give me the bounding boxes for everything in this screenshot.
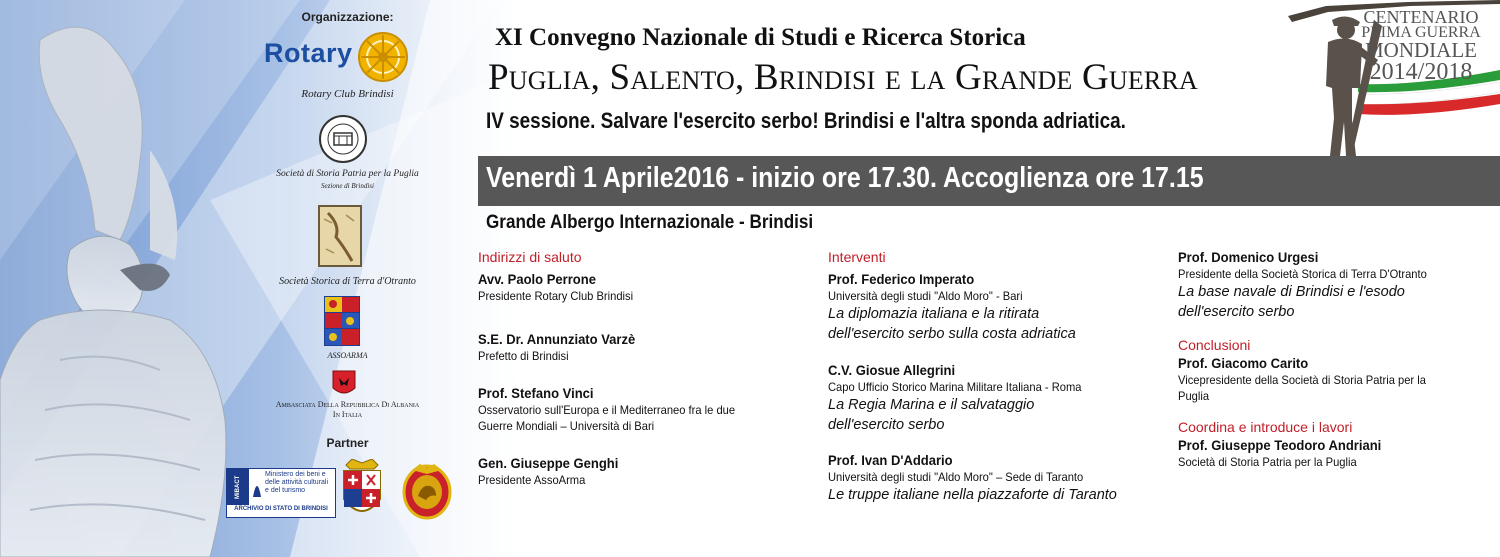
- conclusioni-heading: Conclusioni: [1178, 337, 1251, 353]
- albania-caption-line1: Ambasciata Della Repubblica Di Albania: [275, 400, 420, 409]
- talk-title-cont: dell'esercito serbo: [1178, 304, 1295, 320]
- speaker-name: Prof. Giacomo Carito: [1178, 355, 1309, 371]
- partner-label: Partner: [326, 436, 369, 450]
- centenario-line3: MONDIALE: [1365, 38, 1477, 62]
- speaker-role: Presidente della Società Storica di Terra D'Otranto: [1178, 267, 1427, 281]
- talk-title: La Regia Marina e il salvataggio: [828, 397, 1035, 413]
- speaker-name: Avv. Paolo Perrone: [478, 271, 596, 287]
- speaker-role: Università degli studi "Aldo Moro" - Bari: [828, 289, 1023, 303]
- speaker-role: Società di Storia Patria per la Puglia: [1178, 455, 1357, 469]
- speaker-name: S.E. Dr. Annunziato Varzè: [478, 331, 636, 347]
- albania-caption-line2: In Italia: [332, 410, 363, 419]
- storia-patria-caption: Società di Storia Patria per la Puglia: [276, 169, 419, 179]
- speaker-name: Prof. Ivan D'Addario: [828, 452, 953, 468]
- speaker-role: Presidente AssoArma: [478, 473, 586, 487]
- centenario-line4: 2014/2018: [1369, 59, 1473, 85]
- talk-title: Le truppe italiane nella piazzaforte di Taranto: [828, 487, 1117, 503]
- speaker-name: Prof. Domenico Urgesi: [1178, 249, 1319, 265]
- mibact-badge: MiBACT: [227, 469, 249, 505]
- mibact-text: Ministero dei beni e delle attività culturali e del turismo: [265, 471, 329, 494]
- speaker-role: Università degli studi "Aldo Moro" – Sede di Taranto: [828, 470, 1084, 484]
- talk-title-cont: dell'esercito serbo: [828, 417, 945, 433]
- venice-lion-crest-icon: [402, 460, 452, 520]
- speaker-name: Prof. Stefano Vinci: [478, 385, 594, 401]
- marina-militare-crest-icon: [340, 459, 384, 523]
- conference-title: Puglia, Salento, Brindisi e la Grande Guerra: [488, 57, 1198, 98]
- speaker-role: Osservatorio sull'Europa e il Mediterraneo fra le due: [478, 403, 736, 417]
- speaker-role-cont: Puglia: [1178, 389, 1210, 403]
- mibact-footer: ARCHIVIO DI STATO DI BRINDISI: [234, 506, 328, 512]
- rotary-wordmark: Rotary: [264, 38, 353, 68]
- speaker-name: Prof. Giuseppe Teodoro Andriani: [1178, 437, 1382, 453]
- talk-title: La diplomazia italiana e la ritirata: [828, 306, 1040, 322]
- speaker-name: Prof. Federico Imperato: [828, 271, 975, 287]
- centenario-line2: PRIMA GUERRA: [1361, 24, 1481, 41]
- rotary-club-caption: Rotary Club Brindisi: [301, 88, 394, 100]
- mibact-archivio-logo: [226, 468, 336, 518]
- assoarma-caption: ASSOARMA: [327, 351, 368, 360]
- conference-subtitle: XI Convegno Nazionale di Studi e Ricerca Storica: [495, 24, 1026, 51]
- speaker-role: Capo Ufficio Storico Marina Militare Italiana - Roma: [828, 380, 1082, 394]
- mibact-emblem-icon: [251, 473, 263, 499]
- talk-title: La base navale di Brindisi e l'esodo: [1178, 284, 1405, 300]
- interventi-heading: Interventi: [828, 249, 886, 265]
- centenario-line1: CENTENARIO: [1363, 7, 1479, 27]
- speaker-name: C.V. Giosue Allegrini: [828, 362, 956, 378]
- terra-otranto-caption: Società Storica di Terra d'Otranto: [279, 276, 416, 287]
- albania-flag-icon: [332, 370, 356, 398]
- storia-patria-seal-icon: [318, 114, 368, 164]
- event-date-time: Venerdì 1 Aprile2016 - inizio ore 17.30. Accoglienza ore 17.15: [486, 162, 1204, 194]
- terra-otranto-map-icon: [318, 205, 362, 267]
- storia-patria-section: Sezione di Brindisi: [321, 182, 374, 190]
- assoarma-crest-icon: [324, 296, 360, 346]
- saluto-heading: Indirizzi di saluto: [478, 249, 582, 265]
- rotary-wheel-icon: [356, 30, 410, 84]
- speaker-role: Presidente Rotary Club Brindisi: [478, 289, 634, 303]
- saluti-column: [478, 248, 754, 488]
- coordina-heading: Coordina e introduce i lavori: [1178, 419, 1353, 435]
- speaker-role: Vicepresidente della Società di Storia Patria per la: [1178, 373, 1426, 387]
- talk-title-cont: dell'esercito serbo sulla costa adriatica: [828, 326, 1076, 342]
- interventi-column: [828, 248, 1117, 505]
- event-venue: Grande Albergo Internazionale - Brindisi: [486, 212, 814, 233]
- organizzazione-label: Organizzazione:: [301, 10, 394, 24]
- speaker-name: Gen. Giuseppe Genghi: [478, 455, 619, 471]
- session-title: IV sessione. Salvare l'esercito serbo! Brindisi e l'altra sponda adriatica.: [486, 108, 1126, 133]
- speaker-role-cont: Guerre Mondiali – Università di Bari: [478, 419, 655, 433]
- closing-column: [1178, 248, 1446, 470]
- speaker-role: Prefetto di Brindisi: [478, 349, 569, 363]
